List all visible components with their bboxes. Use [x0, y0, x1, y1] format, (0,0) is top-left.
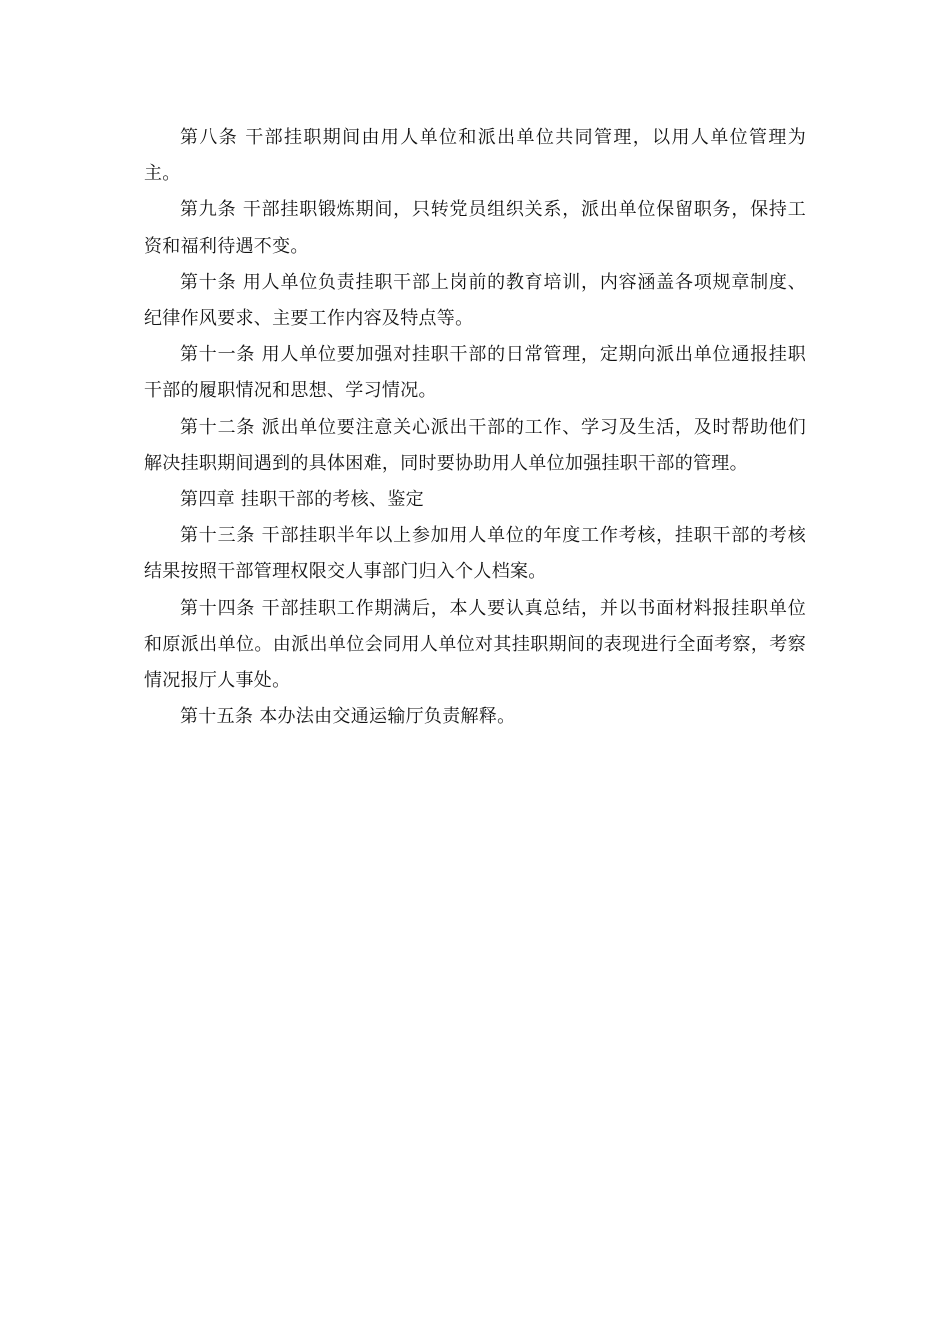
chapter-4-heading: 第四章 挂职干部的考核、鉴定 — [180, 489, 424, 511]
document-body — [144, 120, 806, 735]
article-9-paragraph: 第九条 干部挂职锻炼期间，只转党员组织关系，派出单位保留职务，保持工资和福利待遇不变。 — [144, 199, 806, 257]
article-13-paragraph: 第十三条 干部挂职半年以上参加用人单位的年度工作考核，挂职干部的考核结果按照干部管理权限交人事部门归入个人档案。 — [144, 525, 806, 583]
article-10-paragraph: 第十条 用人单位负责挂职干部上岗前的教育培训，内容涵盖各项规章制度、纪律作风要求、主要工作内容及特点等。 — [144, 271, 806, 330]
article-14-paragraph: 第十四条 干部挂职工作期满后，本人要认真总结，并以书面材料报挂职单位和原派出单位。由派出单位会同用人单位对其挂职期间的表现进行全面考察，考察情况报厅人事处。 — [144, 597, 806, 692]
article-8-paragraph: 第八条 干部挂职期间由用人单位和派出单位共同管理，以用人单位管理为主。 — [144, 127, 806, 185]
article-11-paragraph: 第十一条 用人单位要加强对挂职干部的日常管理，定期向派出单位通报挂职干部的履职情况和思想、学习情况。 — [144, 344, 806, 402]
article-12-paragraph: 第十二条 派出单位要注意关心派出干部的工作、学习及生活，及时帮助他们解决挂职期间遇到的具体困难，同时要协助用人单位加强挂职干部的管理。 — [144, 416, 806, 474]
article-15-paragraph: 第十五条 本办法由交通运输厅负责解释。 — [180, 706, 516, 728]
